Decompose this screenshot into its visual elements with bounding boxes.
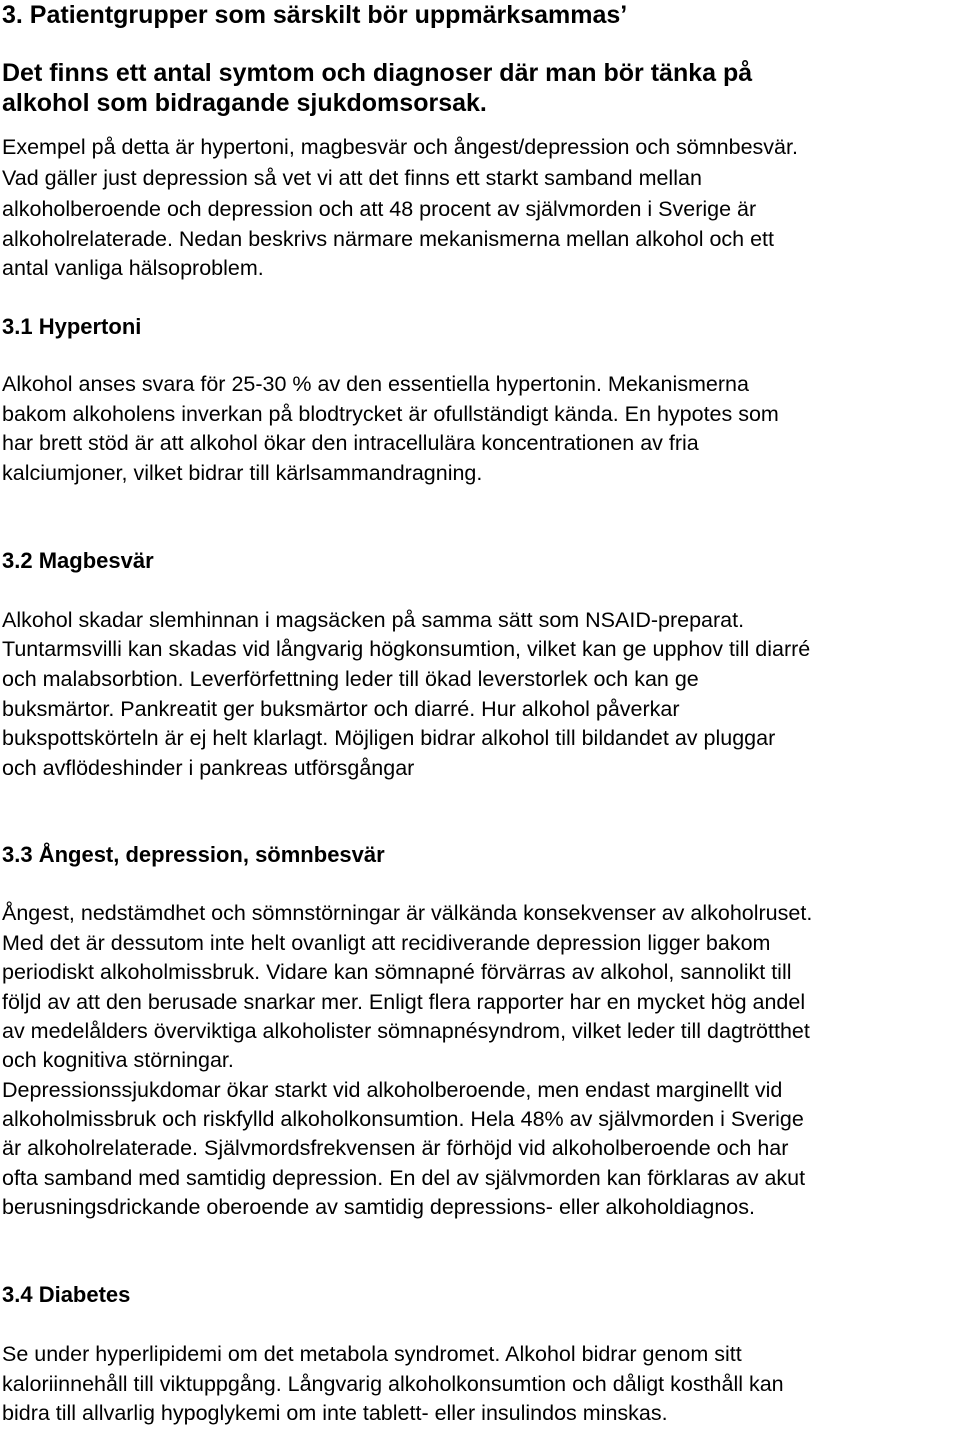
paragraph-line: periodiskt alkoholmissbruk. Vidare kan sömnapné förvärras av alkohol, sannolikt till bbox=[2, 960, 792, 984]
intro-line: alkoholberoende och depression och att 48 procent av självmorden i Sverige är bbox=[2, 197, 757, 221]
paragraph-line: berusningsdrickande oberoende av samtidig depressions- eller alkoholdiagnos. bbox=[2, 1195, 755, 1219]
paragraph-line: Depressionssjukdomar ökar starkt vid alkoholberoende, men endast marginellt vid bbox=[2, 1078, 783, 1102]
paragraph-line: och avflödeshinder i pankreas utförsgångar bbox=[2, 756, 415, 780]
paragraph-line: bakom alkoholens inverkan på blodtrycket är ofullständigt kända. En hypotes som bbox=[2, 402, 779, 426]
paragraph-line: har brett stöd är att alkohol ökar den intracellulära koncentrationen av fria bbox=[2, 431, 699, 455]
section-heading-angest: 3.3 Ångest, depression, sömnbesvär bbox=[2, 842, 385, 867]
paragraph-line: alkoholmissbruk och riskfylld alkoholkonsumtion. Hela 48% av självmorden i Sverige bbox=[2, 1107, 804, 1131]
paragraph-line: bukspottskörteln är ej helt klarlagt. Möjligen bidrar alkohol till bildandet av pluggar bbox=[2, 726, 776, 750]
paragraph-line: och malabsorbtion. Leverförfettning leder till ökad leverstorlek och kan ge bbox=[2, 667, 699, 691]
paragraph-line: ofta samband med samtidig depression. En del av självmorden kan förklaras av akut bbox=[2, 1166, 806, 1190]
paragraph-line: Alkohol skadar slemhinnan i magsäcken på samma sätt som NSAID-preparat. bbox=[2, 608, 745, 632]
paragraph-line: kaloriinnehåll till viktuppgång. Långvarig alkoholkonsumtion och dåligt kosthåll kan bbox=[2, 1372, 784, 1396]
intro-line: Exempel på detta är hypertoni, magbesvär och ångest/depression och sömnbesvär. bbox=[2, 135, 798, 159]
section-heading-diabetes: 3.4 Diabetes bbox=[2, 1282, 131, 1307]
lead-line-1: Det finns ett antal symtom och diagnoser där man bör tänka på bbox=[2, 59, 753, 87]
paragraph-line: och kognitiva störningar. bbox=[2, 1048, 234, 1072]
paragraph-line: följd av att den berusade snarkar mer. Enligt flera rapporter har en mycket hög andel bbox=[2, 990, 806, 1014]
section-heading-hypertoni: 3.1 Hypertoni bbox=[2, 314, 142, 339]
section-heading-magbesvar: 3.2 Magbesvär bbox=[2, 548, 154, 573]
chapter-heading: 3. Patientgrupper som särskilt bör uppmärksammas’ bbox=[2, 1, 628, 29]
paragraph-line: av medelålders överviktiga alkoholister sömnapnésyndrom, vilket leder till dagtrötthet bbox=[2, 1019, 810, 1043]
paragraph-line: kalciumjoner, vilket bidrar till kärlsammandragning. bbox=[2, 461, 483, 485]
paragraph-line: är alkoholrelaterade. Självmordsfrekvensen är förhöjd vid alkoholberoende och har bbox=[2, 1136, 789, 1160]
paragraph-line: Alkohol anses svara för 25-30 % av den essentiella hypertonin. Mekanismerna bbox=[2, 372, 749, 396]
paragraph-line: Se under hyperlipidemi om det metabola syndromet. Alkohol bidrar genom sitt bbox=[2, 1342, 742, 1366]
paragraph-line: Med det är dessutom inte helt ovanligt att recidiverande depression ligger bakom bbox=[2, 931, 771, 955]
lead-line-2: alkohol som bidragande sjukdomsorsak. bbox=[2, 89, 487, 117]
intro-line: Vad gäller just depression så vet vi att det finns ett starkt samband mellan bbox=[2, 166, 702, 190]
intro-line: alkoholrelaterade. Nedan beskrivs närmare mekanismerna mellan alkohol och ett bbox=[2, 227, 775, 251]
paragraph-line: Ångest, nedstämdhet och sömnstörningar är välkända konsekvenser av alkoholruset. bbox=[2, 901, 813, 925]
paragraph-line: bidra till allvarlig hypoglykemi om inte tablett- eller insulindos minskas. bbox=[2, 1401, 668, 1425]
paragraph-line: Tuntarmsvilli kan skadas vid långvarig högkonsumtion, vilket kan ge upphov till diarré bbox=[2, 637, 811, 661]
paragraph-line: buksmärtor. Pankreatit ger buksmärtor och diarré. Hur alkohol påverkar bbox=[2, 697, 680, 721]
intro-line: antal vanliga hälsoproblem. bbox=[2, 256, 264, 280]
